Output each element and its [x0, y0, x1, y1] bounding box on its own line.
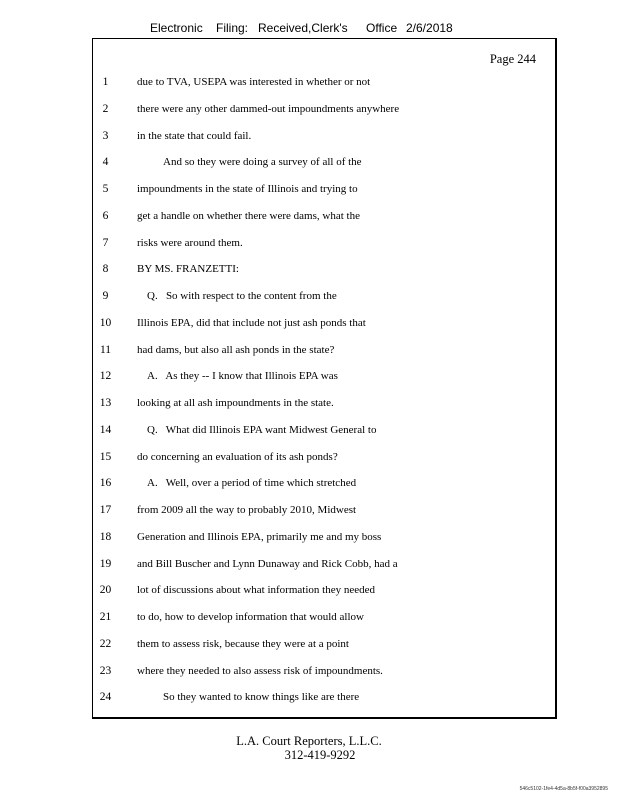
line-number: 17 — [99, 504, 112, 516]
line-number: 7 — [102, 236, 109, 249]
transcript-line — [92, 342, 555, 358]
transcript-line — [92, 689, 555, 705]
line-text: there were any other dammed-out impoundments anywhere — [137, 102, 400, 115]
filing-date: 2/6/2018 — [406, 21, 453, 35]
transcript-line — [92, 502, 555, 518]
transcript-line — [92, 582, 555, 598]
transcript-line — [92, 368, 555, 384]
transcript-line — [92, 636, 555, 652]
transcript-line — [92, 154, 555, 170]
line-number: 24 — [99, 691, 112, 704]
line-text: to do, how to develop information that would allow — [137, 611, 364, 623]
transcript-line — [92, 74, 555, 90]
line-number: 22 — [99, 637, 112, 650]
line-number: 16 — [99, 477, 112, 490]
line-text: And so they were doing a survey of all of the — [163, 156, 362, 169]
line-text: Q. So with respect to the content from the — [147, 290, 337, 302]
transcript-line — [92, 395, 555, 411]
transcript-line — [92, 315, 555, 331]
line-number: 4 — [102, 156, 109, 169]
line-text: where they needed to also assess risk of impoundments. — [137, 664, 383, 677]
transcript-line — [92, 288, 555, 304]
line-text: BY MS. FRANZETTI: — [137, 263, 239, 276]
transcript-line — [92, 422, 555, 438]
line-text: Generation and Illinois EPA, primarily me and my boss — [137, 530, 382, 543]
line-number: 3 — [102, 129, 109, 142]
line-text: risks were around them. — [137, 236, 243, 249]
line-number: 15 — [99, 450, 112, 463]
transcript-line — [92, 556, 555, 572]
line-number: 2 — [102, 102, 109, 115]
filing-electronic: Electronic — [150, 21, 203, 35]
line-number: 21 — [99, 611, 112, 623]
line-number: 13 — [99, 397, 112, 409]
line-number: 20 — [99, 584, 112, 597]
line-text: do concerning an evaluation of its ash ponds? — [137, 450, 338, 463]
transcript-page — [92, 38, 557, 719]
line-text: lot of discussions about what information they needed — [137, 584, 375, 597]
transcript-line — [92, 609, 555, 625]
line-number: 6 — [102, 209, 109, 222]
line-number: 5 — [102, 183, 109, 195]
footer — [0, 734, 618, 762]
line-number: 19 — [99, 557, 112, 570]
line-text: Illinois EPA, did that include not just ash ponds that — [137, 316, 366, 329]
line-number: 8 — [102, 263, 109, 276]
transcript-line — [92, 101, 555, 117]
filing-received: Received,Clerk's — [258, 21, 348, 35]
line-text: get a handle on whether there were dams, what the — [137, 209, 360, 222]
line-text: impoundments in the state of Illinois and trying to — [137, 183, 358, 195]
transcript-line — [92, 529, 555, 545]
transcript-line — [92, 475, 555, 491]
line-number: 9 — [102, 290, 109, 302]
line-text: So they wanted to know things like are there — [163, 691, 360, 704]
line-text: A. As they -- I know that Illinois EPA was — [147, 370, 338, 383]
line-number: 14 — [99, 423, 112, 436]
line-number: 12 — [99, 370, 112, 383]
line-text: had dams, but also all ash ponds in the state? — [137, 343, 335, 356]
line-text: from 2009 all the way to probably 2010, Midwest — [137, 504, 357, 516]
line-number: 11 — [99, 343, 112, 356]
court-reporter-name: L.A. Court Reporters, L.L.C. — [236, 734, 382, 748]
transcript-line — [92, 181, 555, 197]
line-number: 23 — [99, 664, 112, 677]
transcript-line — [92, 128, 555, 144]
line-text: due to TVA, USEPA was interested in whether or not — [137, 76, 371, 88]
transcript-line — [92, 208, 555, 224]
line-number: 10 — [99, 316, 112, 329]
line-text: in the state that could fail. — [137, 129, 252, 142]
transcript-line — [92, 261, 555, 277]
court-reporter-phone: 312-419-9292 — [284, 748, 356, 762]
line-number: 1 — [102, 76, 109, 88]
transcript-line — [92, 235, 555, 251]
transcript-line — [92, 663, 555, 679]
document-id: 546c5102-1fe4-4d5a-8b5f-f00a3952895 — [519, 786, 608, 792]
filing-label: Filing: — [216, 21, 249, 35]
line-number: 18 — [99, 530, 112, 543]
line-text: A. Well, over a period of time which stretched — [147, 477, 357, 490]
filing-office: Office — [366, 21, 398, 35]
line-text: looking at all ash impoundments in the state. — [137, 397, 334, 409]
transcript-line — [92, 449, 555, 465]
line-text: them to assess risk, because they were at a point — [137, 637, 349, 650]
page-number: Page 244 — [489, 52, 536, 66]
line-text: and Bill Buscher and Lynn Dunaway and Rick Cobb, had a — [137, 557, 398, 570]
line-text: Q. What did Illinois EPA want Midwest General to — [147, 423, 377, 436]
